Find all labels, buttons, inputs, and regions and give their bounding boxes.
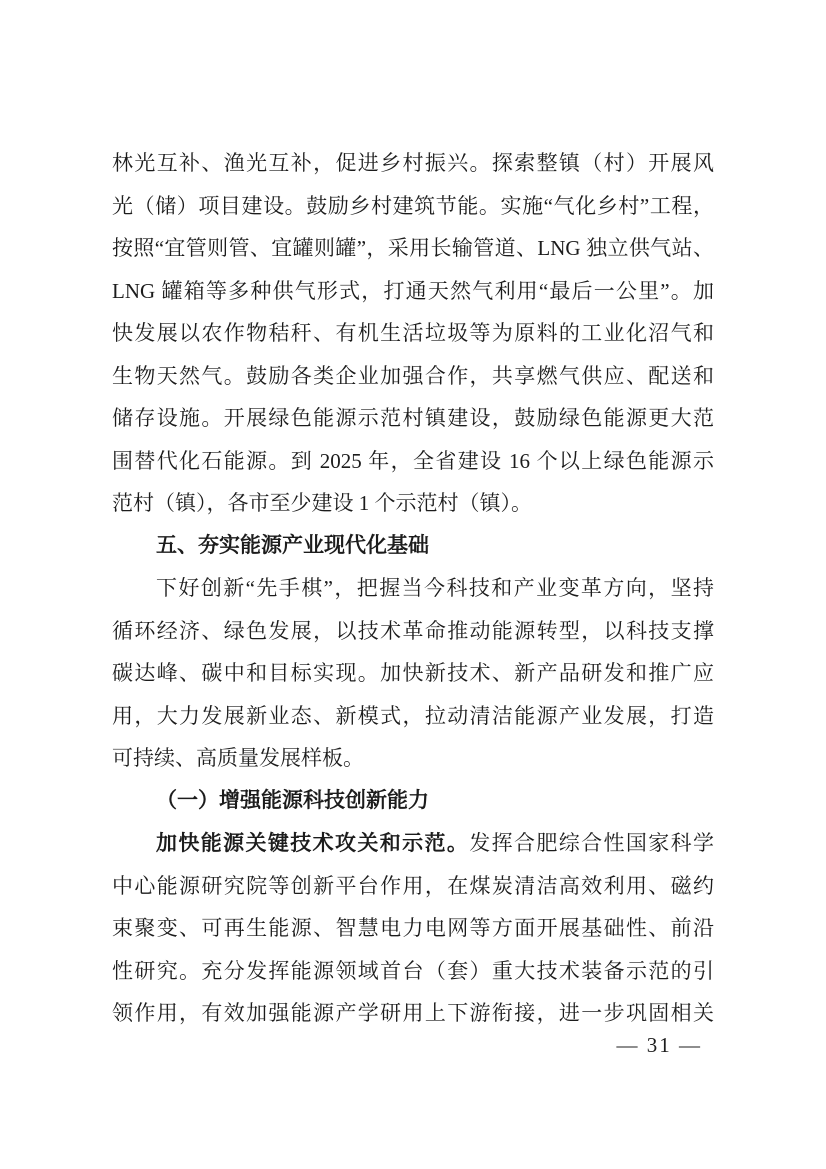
- text-line: 按照“宜管则管、宜罐则罐”，采用长输管道、LNG 独立供气站、: [112, 236, 714, 260]
- text-line: 快发展以农作物秸秆、有机生活垃圾等为原料的工业化沼气和: [112, 321, 714, 345]
- text-line: 林光互补、渔光互补，促进乡村振兴。探索整镇（村）开展风: [112, 151, 714, 175]
- page-number: — 31 —: [616, 1033, 702, 1057]
- text-line: 中心能源研究院等创新平台作用，在煤炭清洁高效利用、磁约: [112, 873, 714, 898]
- bold-lead-sentence: 加快能源关键技术攻关和示范。: [156, 832, 470, 855]
- text-line: 用，大力发展新业态、新模式，拉动清洁能源产业发展，打造: [112, 703, 714, 728]
- text-line: 领作用，有效加强能源产学研用上下游衔接，进一步巩固相关: [112, 1001, 714, 1025]
- text-line: 下好创新“先手棋”，把握当今科技和产业变革方向，坚持: [156, 576, 714, 600]
- text-line: 储存设施。开展绿色能源示范村镇建设，鼓励绿色能源更大范: [112, 406, 714, 430]
- text-line: LNG 罐箱等多种供气形式，打通天然气利用“最后一公里”。加: [112, 278, 714, 303]
- document-body: [112, 142, 714, 1035]
- text-line: 生物天然气。鼓励各类企业加强合作，共享燃气供应、配送和: [112, 363, 714, 388]
- text-line: 围替代化石能源。到 2025 年，全省建设 16 个以上绿色能源示: [112, 448, 714, 473]
- text-line-segment: 发挥合肥综合性国家科学: [469, 831, 714, 855]
- text-line: 束聚变、可再生能源、智慧电力电网等方面开展基础性、前沿: [112, 916, 714, 940]
- text-line: 碳达峰、碳中和目标实现。加快新技术、新产品研发和推广应: [112, 661, 714, 685]
- text-line: 循环经济、绿色发展，以技术革命推动能源转型，以科技支撑: [112, 618, 714, 643]
- text-line: 性研究。充分发挥能源领域首台（套）重大技术装备示范的引: [112, 958, 714, 983]
- section-heading: 五、夯实能源产业现代化基础: [156, 533, 429, 557]
- text-line: 范村（镇），各市至少建设 1 个示范村（镇）。: [112, 491, 532, 515]
- text-line: 可持续、高质量发展样板。: [112, 746, 364, 770]
- text-line: [112, 822, 714, 865]
- text-line: 光（储）项目建设。鼓励乡村建筑节能。实施“气化乡村”工程，: [112, 193, 714, 218]
- subsection-heading: （一）增强能源科技创新能力: [156, 788, 429, 812]
